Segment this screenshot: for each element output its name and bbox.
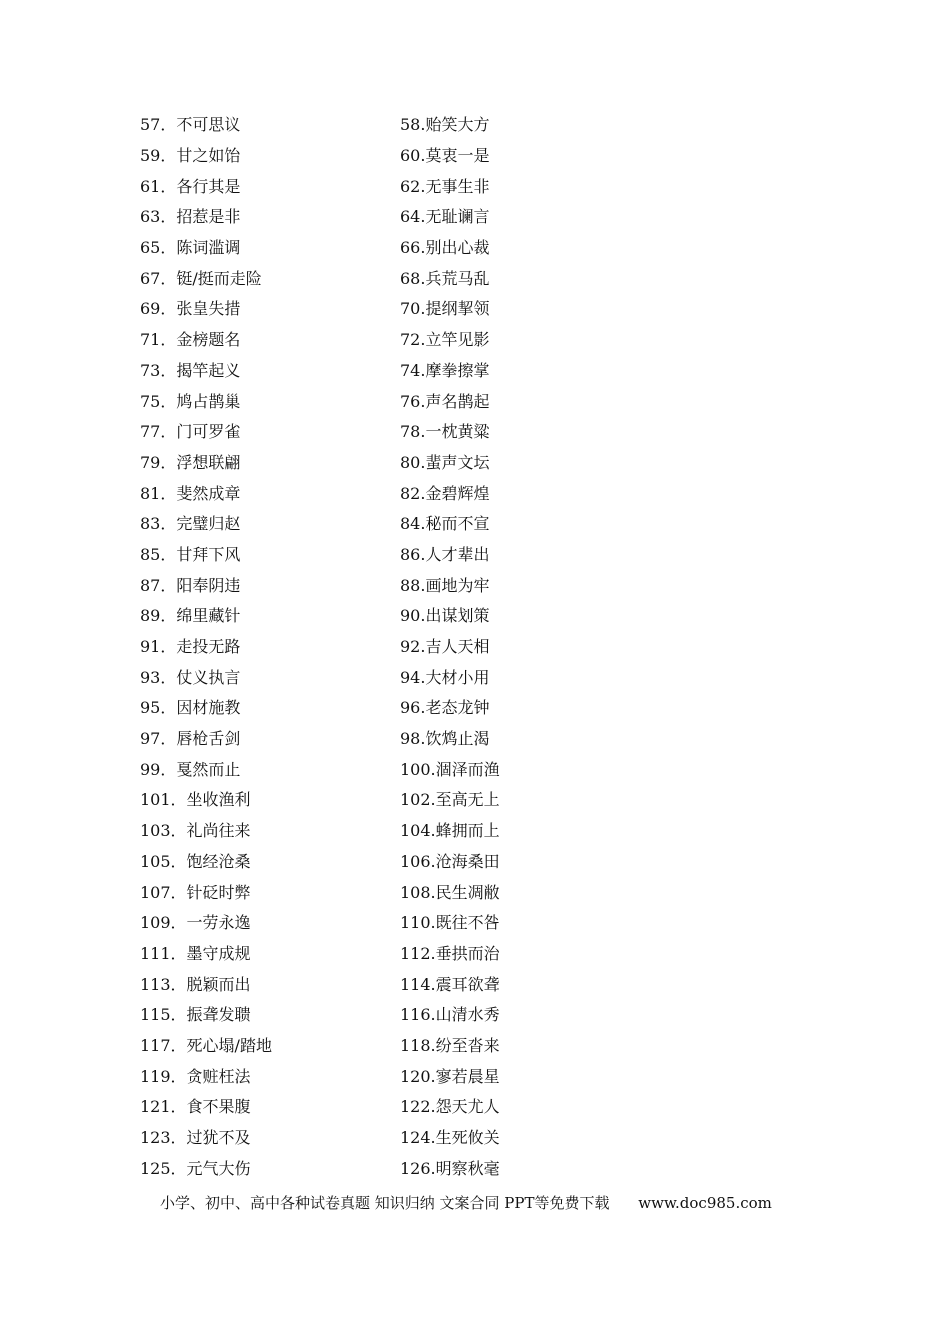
right-entry-idiom: 别出心裁 [425, 238, 490, 258]
left-entry-idiom: 阳奉阴违 [176, 575, 241, 595]
right-entry-number: 82. [400, 483, 426, 503]
list-row [140, 478, 820, 509]
list-row [140, 356, 820, 387]
left-entry-number: 61． [140, 176, 177, 196]
page-footer [160, 1192, 860, 1213]
list-row [140, 877, 820, 908]
right-entry [400, 268, 820, 288]
list-row [140, 202, 820, 233]
left-entry-number: 101． [140, 790, 187, 810]
left-entry [140, 943, 400, 963]
right-entry-number: 66. [400, 238, 426, 258]
left-entry-idiom: 墨守成规 [186, 943, 251, 963]
right-entry-idiom: 无耻谰言 [425, 207, 490, 227]
right-entry-idiom: 一枕黄粱 [425, 422, 490, 442]
left-entry-number: 85． [140, 544, 177, 564]
left-entry-idiom: 金榜题名 [176, 330, 241, 350]
left-entry-idiom: 鸠占鹊巢 [176, 391, 241, 411]
right-entry [400, 332, 820, 348]
left-entry-number: 57． [140, 115, 177, 135]
left-entry [140, 1099, 400, 1115]
right-entry-number: 94. [400, 667, 426, 687]
left-entry-number: 87． [140, 575, 177, 595]
right-entry [400, 608, 820, 624]
left-entry [140, 391, 400, 411]
right-entry-idiom: 贻笑大方 [425, 115, 490, 135]
list-row [140, 110, 820, 141]
left-entry [140, 117, 400, 133]
right-entry-idiom: 无事生非 [425, 176, 490, 196]
left-entry-idiom: 招惹是非 [176, 207, 241, 227]
right-entry-number: 112. [400, 943, 436, 963]
left-entry [140, 301, 400, 317]
left-entry-number: 83． [140, 514, 177, 534]
left-entry-number: 89． [140, 606, 177, 626]
left-entry [140, 915, 400, 931]
left-entry-number: 107． [140, 882, 187, 902]
left-entry-idiom: 贪赃枉法 [186, 1066, 251, 1086]
left-entry-idiom: 不可思议 [176, 115, 241, 135]
left-entry-idiom: 脱颖而出 [186, 974, 251, 994]
right-entry-idiom: 至高无上 [435, 790, 500, 810]
right-entry [400, 1007, 820, 1023]
list-row [140, 632, 820, 663]
right-entry [400, 974, 820, 994]
left-entry [140, 731, 400, 747]
right-entry [400, 823, 820, 839]
left-entry [140, 332, 400, 348]
right-entry-number: 104. [400, 821, 436, 841]
left-entry-idiom: 食不果腹 [186, 1097, 251, 1117]
right-entry-idiom: 画地为牢 [425, 575, 490, 595]
right-entry-number: 110. [400, 913, 436, 933]
left-entry [140, 483, 400, 503]
left-entry-number: 95． [140, 698, 177, 718]
right-entry [400, 483, 820, 503]
left-entry-idiom: 完璧归赵 [176, 514, 241, 534]
right-entry-idiom: 吉人天相 [425, 637, 490, 657]
left-entry-idiom: 死心塌/踏地 [186, 1035, 272, 1055]
list-row [140, 1000, 820, 1031]
list-row [140, 847, 820, 878]
right-entry [400, 424, 820, 440]
right-entry-idiom: 兵荒马乱 [425, 268, 490, 288]
left-entry-number: 67． [140, 268, 177, 288]
right-entry [400, 1066, 820, 1086]
right-entry [400, 851, 820, 871]
right-entry-idiom: 明察秋毫 [435, 1158, 500, 1178]
left-entry-idiom: 铤/挺而走险 [176, 268, 262, 288]
left-entry [140, 360, 400, 380]
left-entry-idiom: 斐然成章 [176, 483, 241, 503]
right-entry-idiom: 提纲挈领 [425, 299, 490, 319]
left-entry [140, 516, 400, 532]
left-entry [140, 823, 400, 839]
left-entry-number: 105． [140, 851, 187, 871]
footer-site: www.doc985.com [638, 1194, 772, 1212]
left-entry-number: 103． [140, 821, 187, 841]
list-row [140, 325, 820, 356]
list-row [140, 1031, 820, 1062]
left-entry-idiom: 元气大伤 [186, 1158, 251, 1178]
left-entry [140, 209, 400, 225]
right-entry [400, 792, 820, 808]
left-entry [140, 1158, 400, 1178]
right-entry-idiom: 秘而不宣 [425, 514, 490, 534]
right-entry [400, 731, 820, 747]
right-entry [400, 1099, 820, 1115]
left-entry-number: 69． [140, 299, 177, 319]
left-entry [140, 1130, 400, 1146]
right-entry-number: 122. [400, 1097, 436, 1117]
left-entry-number: 71． [140, 330, 177, 350]
left-entry-number: 121． [140, 1097, 187, 1117]
left-entry-number: 125． [140, 1158, 187, 1178]
right-entry-number: 126. [400, 1158, 436, 1178]
left-entry-number: 119． [140, 1066, 187, 1086]
right-entry [400, 391, 820, 411]
right-entry-number: 74. [400, 360, 426, 380]
right-entry-idiom: 人才辈出 [425, 544, 490, 564]
right-entry [400, 759, 820, 779]
right-entry-idiom: 金碧辉煌 [425, 483, 490, 503]
right-entry-number: 114. [400, 974, 436, 994]
list-row [140, 540, 820, 571]
right-entry-idiom: 寥若晨星 [435, 1066, 500, 1086]
list-row [140, 754, 820, 785]
left-entry [140, 176, 400, 196]
right-entry [400, 915, 820, 931]
right-entry-number: 120. [400, 1066, 436, 1086]
right-entry-number: 106. [400, 851, 436, 871]
left-entry-idiom: 针砭时弊 [186, 882, 251, 902]
list-row [140, 785, 820, 816]
right-entry-idiom: 蜚声文坛 [425, 452, 490, 472]
left-entry-number: 75． [140, 391, 177, 411]
right-entry [400, 639, 820, 655]
left-entry-number: 93． [140, 667, 177, 687]
list-row [140, 724, 820, 755]
left-entry [140, 268, 400, 288]
right-entry [400, 1130, 820, 1146]
list-row [140, 509, 820, 540]
left-entry [140, 575, 400, 595]
right-entry [400, 575, 820, 595]
right-entry-idiom: 摩拳擦掌 [425, 360, 490, 380]
left-entry-idiom: 坐收渔利 [186, 790, 251, 810]
left-entry [140, 148, 400, 164]
list-row [140, 448, 820, 479]
list-row [140, 171, 820, 202]
left-entry-number: 73． [140, 360, 177, 380]
right-entry-number: 116. [400, 1005, 436, 1025]
right-entry-number: 124. [400, 1128, 436, 1148]
right-entry-idiom: 生死攸关 [435, 1128, 500, 1148]
left-entry-number: 97． [140, 729, 177, 749]
right-entry-idiom: 大材小用 [425, 667, 490, 687]
left-entry [140, 667, 400, 687]
right-entry-idiom: 震耳欲聋 [435, 974, 500, 994]
right-entry-idiom: 山清水秀 [435, 1005, 500, 1025]
left-entry-number: 115． [140, 1005, 187, 1025]
left-entry-number: 91． [140, 637, 177, 657]
list-row [140, 386, 820, 417]
left-entry-number: 117． [140, 1035, 187, 1055]
right-entry-number: 62. [400, 176, 426, 196]
right-entry-number: 100. [400, 759, 436, 779]
right-entry [400, 700, 820, 716]
left-entry-number: 77． [140, 422, 177, 442]
list-row [140, 816, 820, 847]
list-row [140, 141, 820, 172]
left-entry-idiom: 戛然而止 [176, 759, 241, 779]
right-entry [400, 117, 820, 133]
right-entry-idiom: 垂拱而治 [435, 943, 500, 963]
left-entry [140, 608, 400, 624]
left-entry [140, 1066, 400, 1086]
right-entry-number: 60. [400, 146, 426, 166]
idiom-answer-list [140, 110, 820, 1184]
left-entry [140, 544, 400, 564]
left-entry-number: 81． [140, 483, 177, 503]
list-row [140, 1061, 820, 1092]
right-entry-idiom: 立竿见影 [425, 330, 490, 350]
right-entry-idiom: 饮鸩止渴 [425, 729, 490, 749]
right-entry [400, 240, 820, 256]
left-entry [140, 1035, 400, 1055]
left-entry [140, 639, 400, 655]
left-entry-idiom: 因材施教 [176, 698, 241, 718]
list-row [140, 1092, 820, 1123]
left-entry [140, 759, 400, 779]
right-entry [400, 360, 820, 380]
right-entry-number: 78. [400, 422, 426, 442]
right-entry-number: 90. [400, 606, 426, 626]
right-entry [400, 176, 820, 196]
left-entry-idiom: 陈词滥调 [176, 238, 241, 258]
right-entry-idiom: 声名鹊起 [425, 391, 490, 411]
list-row [140, 693, 820, 724]
list-row [140, 662, 820, 693]
right-entry-number: 64. [400, 207, 426, 227]
left-entry-idiom: 礼尚往来 [186, 821, 251, 841]
left-entry-idiom: 揭竿起义 [176, 360, 241, 380]
right-entry-idiom: 涸泽而渔 [435, 759, 500, 779]
right-entry-number: 80. [400, 452, 426, 472]
right-entry-number: 68. [400, 268, 426, 288]
right-entry [400, 516, 820, 532]
right-entry-idiom: 老态龙钟 [425, 698, 490, 718]
list-row [140, 570, 820, 601]
left-entry [140, 882, 400, 902]
left-entry [140, 452, 400, 472]
left-entry [140, 700, 400, 716]
right-entry [400, 209, 820, 225]
right-entry-idiom: 沧海桑田 [435, 851, 500, 871]
left-entry-idiom: 饱经沧桑 [186, 851, 251, 871]
right-entry-number: 96. [400, 698, 426, 718]
left-entry-idiom: 浮想联翩 [176, 452, 241, 472]
right-entry [400, 544, 820, 564]
left-entry-idiom: 甘之如饴 [176, 146, 241, 166]
left-entry-number: 123． [140, 1128, 187, 1148]
right-entry [400, 1035, 820, 1055]
right-entry-number: 76. [400, 391, 426, 411]
left-entry-number: 63． [140, 207, 177, 227]
right-entry-number: 70. [400, 299, 426, 319]
left-entry-idiom: 绵里藏针 [176, 606, 241, 626]
left-entry-idiom: 走投无路 [176, 637, 241, 657]
footer-text: 小学、初中、高中各种试卷真题 知识归纳 文案合同 PPT等免费下载 [160, 1194, 610, 1212]
list-row [140, 601, 820, 632]
right-entry-number: 92. [400, 637, 426, 657]
left-entry [140, 424, 400, 440]
right-entry [400, 452, 820, 472]
left-entry-idiom: 仗义执言 [176, 667, 241, 687]
left-entry-idiom: 一劳永逸 [186, 913, 251, 933]
list-row [140, 939, 820, 970]
left-entry-idiom: 唇枪舌剑 [176, 729, 241, 749]
left-entry-idiom: 各行其是 [176, 176, 241, 196]
right-entry-number: 102. [400, 790, 436, 810]
list-row [140, 233, 820, 264]
right-entry-idiom: 既往不咎 [435, 913, 500, 933]
right-entry [400, 148, 820, 164]
left-entry-idiom: 过犹不及 [186, 1128, 251, 1148]
list-row [140, 263, 820, 294]
right-entry-number: 72. [400, 330, 426, 350]
left-entry [140, 851, 400, 871]
left-entry [140, 792, 400, 808]
right-entry-number: 98. [400, 729, 426, 749]
right-entry-number: 86. [400, 544, 426, 564]
right-entry [400, 301, 820, 317]
left-entry [140, 240, 400, 256]
right-entry-number: 88. [400, 575, 426, 595]
list-row [140, 908, 820, 939]
list-row [140, 294, 820, 325]
right-entry-number: 58. [400, 115, 426, 135]
left-entry-number: 99． [140, 759, 177, 779]
list-row [140, 417, 820, 448]
left-entry-number: 65． [140, 238, 177, 258]
left-entry-number: 113． [140, 974, 187, 994]
left-entry-idiom: 振聋发聩 [186, 1005, 251, 1025]
right-entry-idiom: 纷至沓来 [435, 1035, 500, 1055]
left-entry [140, 1007, 400, 1023]
right-entry-idiom: 莫衷一是 [425, 146, 490, 166]
left-entry [140, 974, 400, 994]
left-entry-number: 109． [140, 913, 187, 933]
left-entry-idiom: 门可罗雀 [176, 422, 241, 442]
left-entry-number: 59． [140, 146, 177, 166]
left-entry-idiom: 张皇失措 [176, 299, 241, 319]
right-entry-idiom: 出谋划策 [425, 606, 490, 626]
right-entry-number: 84. [400, 514, 426, 534]
left-entry-number: 111． [140, 943, 187, 963]
right-entry-number: 118. [400, 1035, 436, 1055]
right-entry [400, 1158, 820, 1178]
list-row [140, 1123, 820, 1154]
left-entry-idiom: 甘拜下风 [176, 544, 241, 564]
right-entry-idiom: 民生凋敝 [435, 882, 500, 902]
list-row [140, 1153, 820, 1184]
right-entry-idiom: 蜂拥而上 [435, 821, 500, 841]
right-entry [400, 882, 820, 902]
list-row [140, 969, 820, 1000]
right-entry [400, 667, 820, 687]
left-entry-number: 79． [140, 452, 177, 472]
right-entry-number: 108. [400, 882, 436, 902]
right-entry [400, 943, 820, 963]
right-entry-idiom: 怨天尤人 [435, 1097, 500, 1117]
